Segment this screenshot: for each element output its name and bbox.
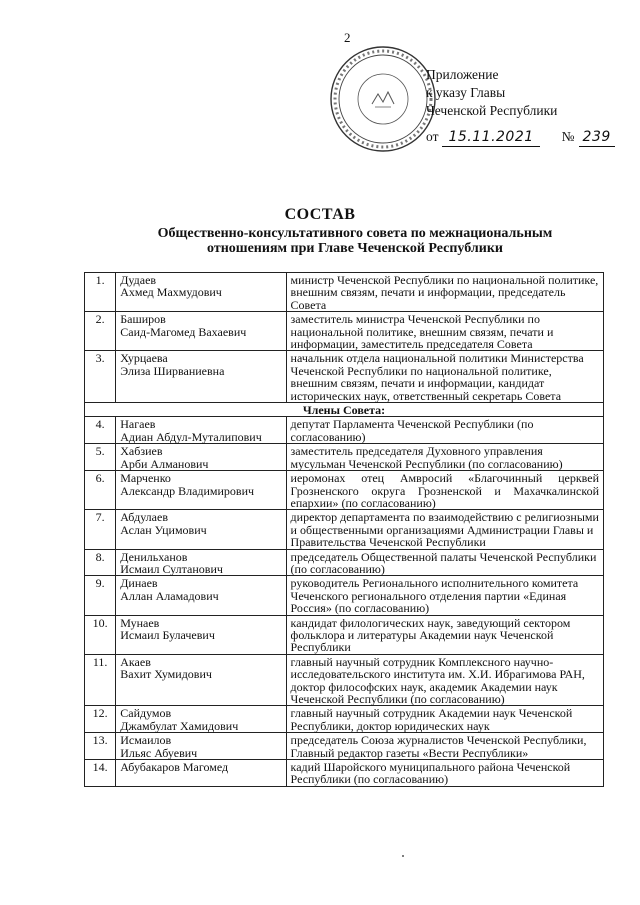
member-name-cell <box>116 706 286 733</box>
table-row <box>85 706 604 733</box>
members-section-header: Члены Совета: <box>85 403 604 417</box>
decree-date: 15.11.2021 <box>442 128 539 147</box>
row-number: 2. <box>85 312 116 351</box>
member-surname: Динаев <box>120 576 158 591</box>
member-role: главный научный сотрудник Академии наук Чеченской Республики, доктор юридических наук <box>286 706 603 733</box>
row-number: 4. <box>85 417 116 444</box>
member-given-name: Аллан Аламадович <box>120 588 219 603</box>
member-given-name: Джамбулат Хамидович <box>120 718 239 733</box>
member-role: председатель Общественной палаты Чеченской Республики (по согласованию) <box>286 549 603 576</box>
member-role: министр Чеченской Республики по национальной политике, внешним связям, печати и информации, председатель Совета <box>286 273 603 312</box>
member-given-name: Ахмед Махмудович <box>120 285 222 300</box>
member-name-cell <box>116 733 286 760</box>
member-name-cell <box>116 351 286 403</box>
official-seal-stamp <box>328 44 438 154</box>
member-name-cell <box>116 654 286 706</box>
member-name-cell <box>116 471 286 510</box>
member-surname: Хурцаева <box>120 351 168 366</box>
member-given-name: Аслан Уцимович <box>120 522 207 537</box>
page-number: 2 <box>344 30 351 45</box>
table-section-row <box>85 403 604 417</box>
document-title: СОСТАВ <box>284 206 356 223</box>
member-surname: Исмаилов <box>120 733 172 748</box>
table-row <box>85 576 604 615</box>
member-given-name: Исмаил Султанович <box>120 561 223 576</box>
row-number: 5. <box>85 444 116 471</box>
appendix-line-3: Чеченской Республики <box>426 103 558 118</box>
member-name-cell <box>116 444 286 471</box>
member-surname: Акаев <box>120 654 151 669</box>
member-surname: Баширов <box>120 312 166 327</box>
table-row <box>85 654 604 706</box>
member-surname: Хабзиев <box>120 444 163 459</box>
member-role: директор департамента по взаимодействию с религиозными и общественными организациями Администрации Главы и Правительства Чеченской Республики <box>286 510 603 549</box>
member-given-name: Вахит Хумидович <box>120 667 212 682</box>
row-number: 1. <box>85 273 116 312</box>
member-role: главный научный сотрудник Комплексного научно-исследовательского института им. Х.И. Ибрагимова РАН, доктор философских наук, академик Академии наук Чеченской Республики (по согласованию) <box>286 654 603 706</box>
table-row <box>85 471 604 510</box>
member-role: кандидат филологических наук, заведующий сектором фольклора и литературы Академии наук Чеченской Республики <box>286 615 603 654</box>
decree-number: 239 <box>579 128 615 147</box>
table-row <box>85 760 604 787</box>
row-number: 14. <box>85 760 116 787</box>
row-number: 9. <box>85 576 116 615</box>
document-subtitle: Общественно-консультативного совета по межнациональным отношениям при Главе Чеченской Республики <box>157 226 553 256</box>
council-members-table <box>84 272 604 787</box>
member-surname: Сайдумов <box>120 706 172 721</box>
table-row <box>85 733 604 760</box>
row-number: 6. <box>85 471 116 510</box>
member-given-name: Ильяс Абуевич <box>120 745 198 760</box>
member-given-name: Арби Алманович <box>120 456 209 471</box>
member-given-name: Исмаил Булачевич <box>120 627 215 642</box>
scan-speck <box>402 855 404 857</box>
appendix-block <box>426 66 615 147</box>
row-number: 11. <box>85 654 116 706</box>
member-name-cell <box>116 510 286 549</box>
member-surname: Мунаев <box>120 615 160 630</box>
table-row <box>85 549 604 576</box>
decree-date-row <box>426 128 615 147</box>
member-role: депутат Парламента Чеченской Республики (по согласованию) <box>286 417 603 444</box>
number-label: № <box>561 129 575 144</box>
member-name-cell <box>116 273 286 312</box>
row-number: 13. <box>85 733 116 760</box>
appendix-line-2: к указу Главы <box>426 85 506 100</box>
member-surname: Дудаев <box>120 273 157 287</box>
member-surname: Абдулаев <box>120 510 168 525</box>
from-label: от <box>426 129 439 144</box>
table-row <box>85 417 604 444</box>
member-role: председатель Союза журналистов Чеченской Республики, Главный редактор газеты «Вести Республики» <box>286 733 603 760</box>
member-role: иеромонах отец Амвросий «Благочинный церквей Грозненского округа Грозненской и Махачкалинской епархии» (по согласованию) <box>286 471 603 510</box>
member-name-cell <box>116 760 286 787</box>
member-name-cell <box>116 576 286 615</box>
member-role: заместитель председателя Духовного управления мусульман Чеченской Республики (по согласованию) <box>286 444 603 471</box>
member-name-cell <box>116 312 286 351</box>
member-given-name: Саид-Магомед Вахаевич <box>120 324 247 339</box>
row-number: 7. <box>85 510 116 549</box>
member-surname: Денильханов <box>120 549 188 564</box>
table-row <box>85 312 604 351</box>
member-role: начальник отдела национальной политики Министерства Чеченской Республики по национальной политике, внешним связям, печати и информации, кандидат исторических наук, ответственный секретарь Совета <box>286 351 603 403</box>
row-number: 3. <box>85 351 116 403</box>
member-given-name: Александр Владимирович <box>120 483 255 498</box>
table-row <box>85 510 604 549</box>
row-number: 12. <box>85 706 116 733</box>
member-role: заместитель министра Чеченской Республики по национальной политике, внешним связям, печати и информации, заместитель председателя Совета <box>286 312 603 351</box>
row-number: 8. <box>85 549 116 576</box>
table-row <box>85 444 604 471</box>
appendix-line-1: Приложение <box>426 67 499 82</box>
row-number: 10. <box>85 615 116 654</box>
table-row <box>85 351 604 403</box>
member-surname: Марченко <box>120 471 171 486</box>
member-name-cell <box>116 417 286 444</box>
member-surname: Абубакаров Магомед <box>120 760 229 775</box>
table-row <box>85 273 604 312</box>
member-name-cell <box>116 549 286 576</box>
table-row <box>85 615 604 654</box>
member-surname: Нагаев <box>120 417 156 432</box>
member-role: кадий Шаройского муниципального района Чеченской Республики (по согласованию) <box>286 760 603 787</box>
member-role: руководитель Регионального исполнительного комитета Чеченского регионального отделения партии «Единая Россия» (по согласованию) <box>286 576 603 615</box>
member-given-name: Адиан Абдул-Муталипович <box>120 429 262 444</box>
member-given-name: Элиза Ширваниевна <box>120 363 225 378</box>
member-name-cell <box>116 615 286 654</box>
